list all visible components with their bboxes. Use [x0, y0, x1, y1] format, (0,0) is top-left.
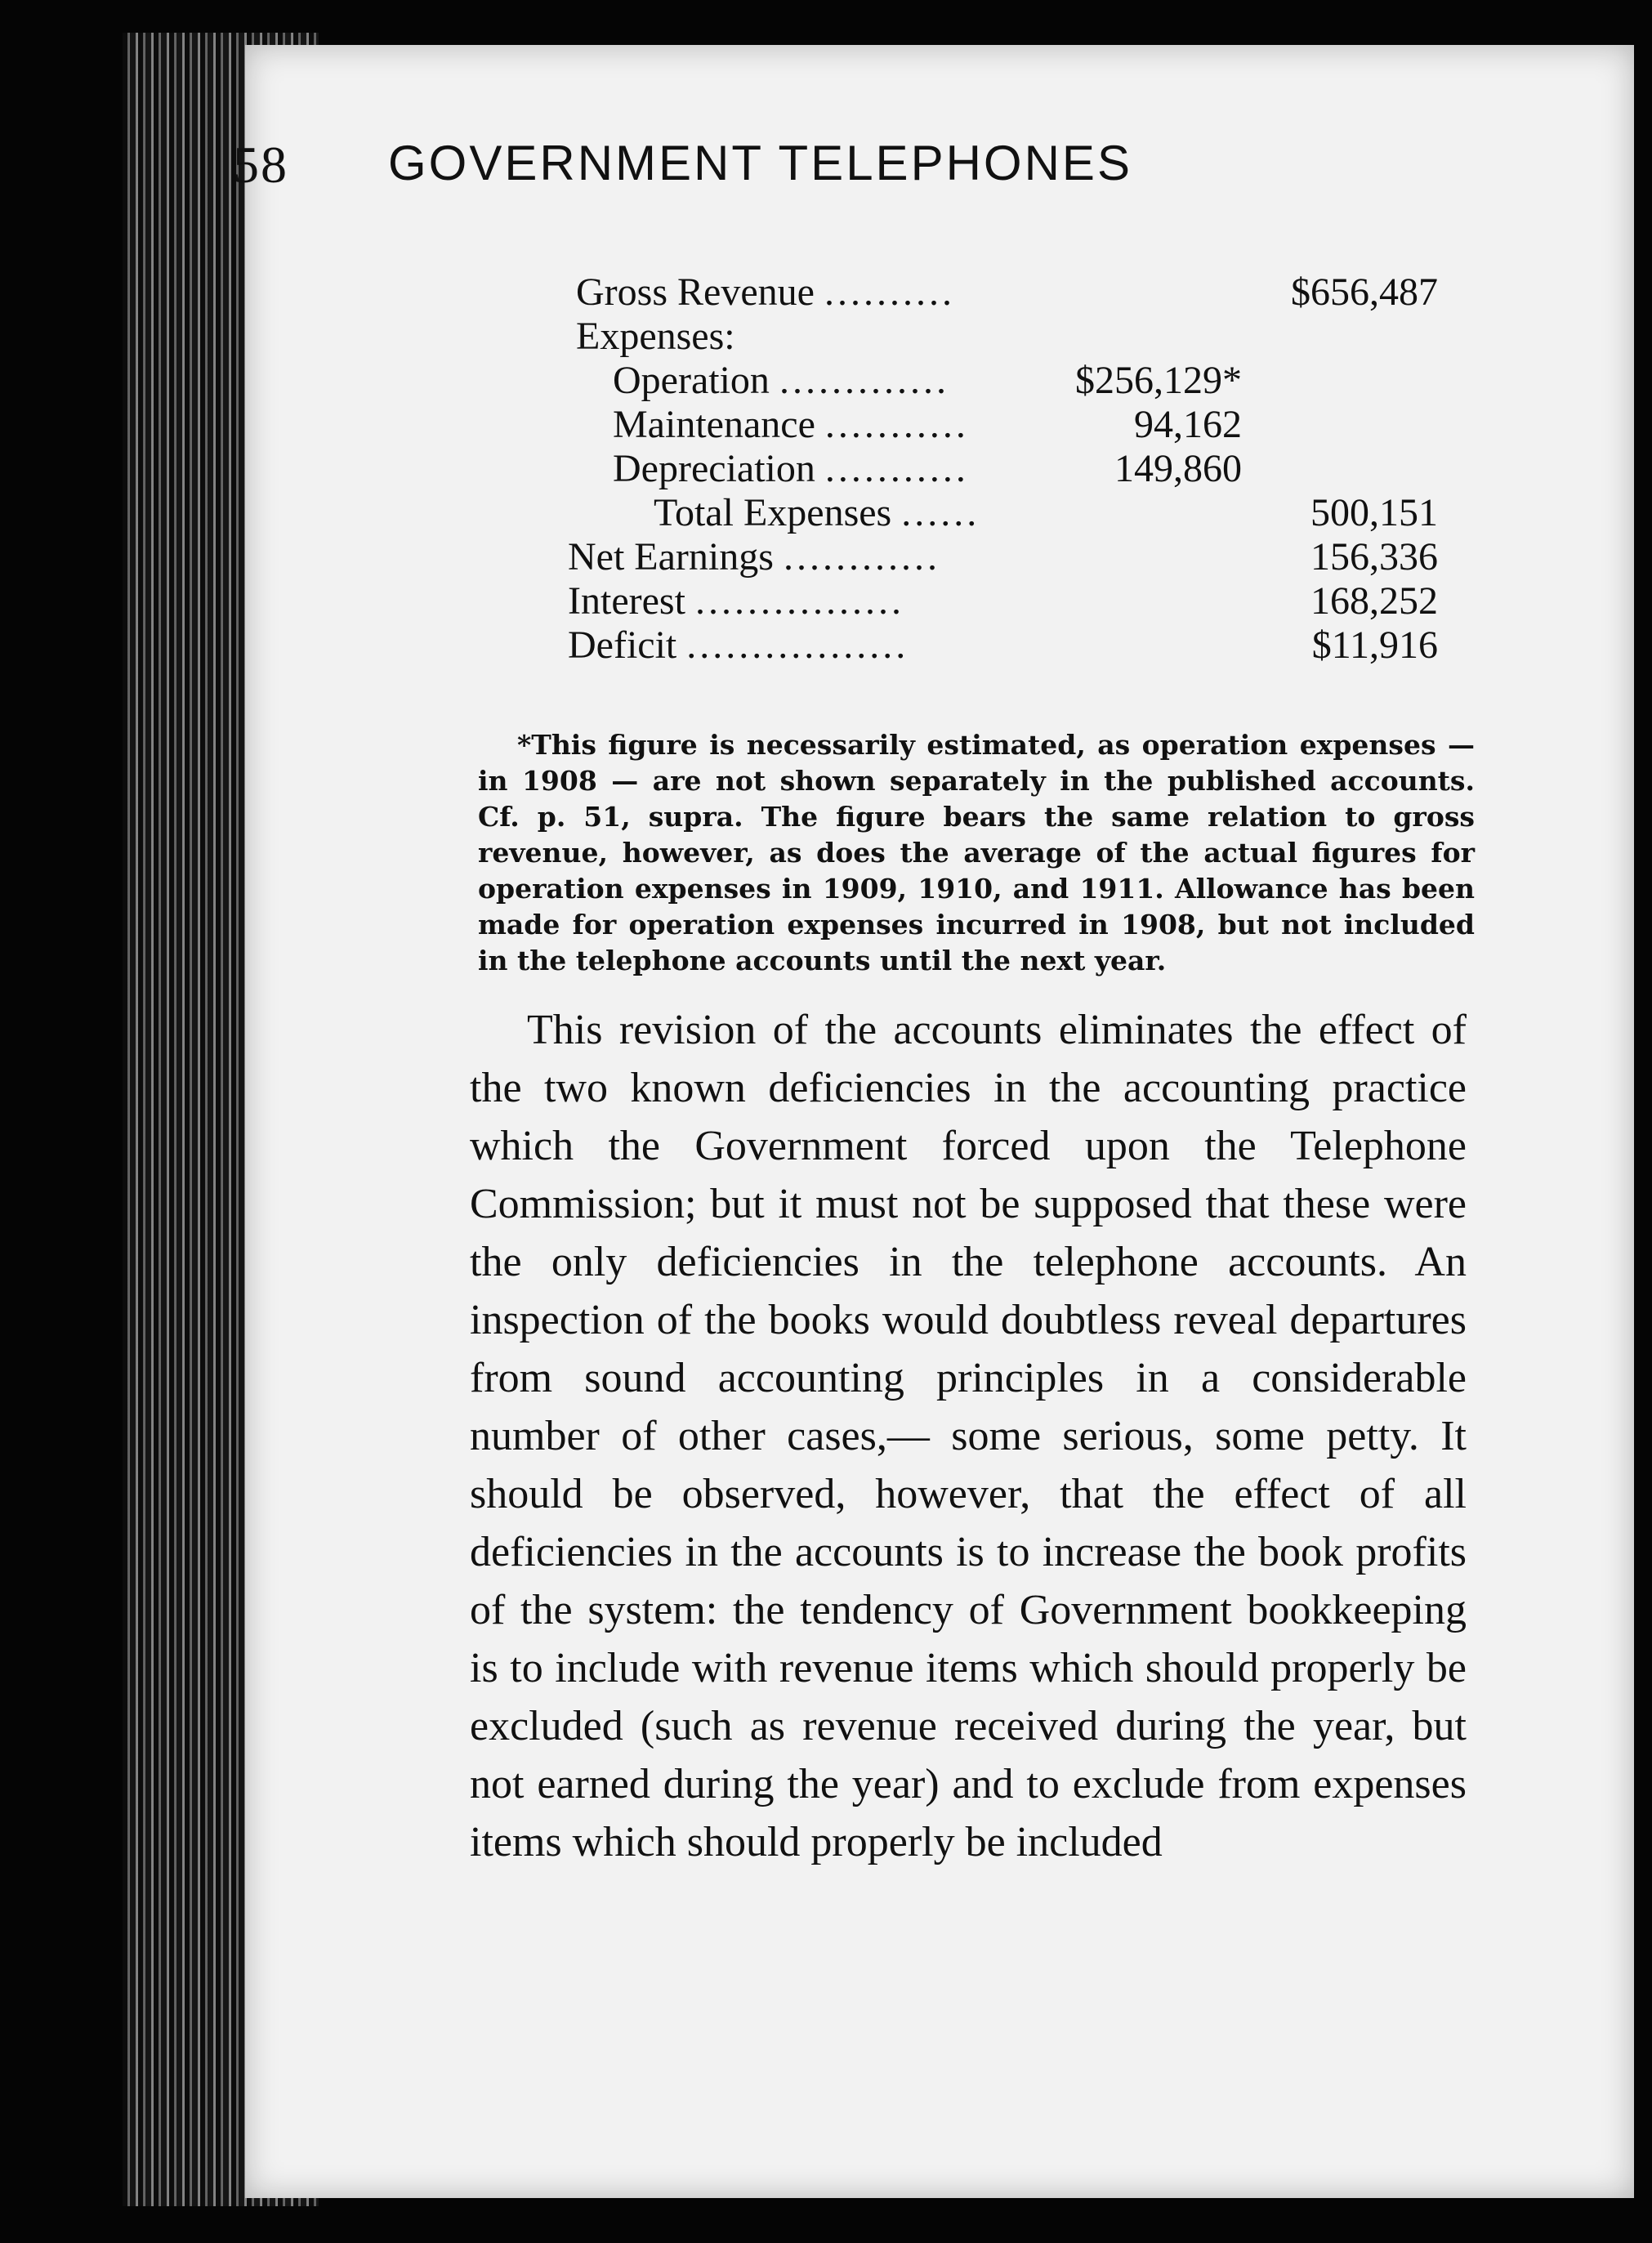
row-label: Deficit	[568, 623, 677, 667]
page-number: 58	[233, 136, 288, 194]
table-row	[319, 314, 1462, 358]
amount-total: 500,151	[1310, 491, 1438, 534]
leader-dots: ...........	[824, 403, 969, 446]
leader-dots: ................	[694, 579, 904, 623]
amount-total: $11,916	[1311, 623, 1438, 667]
table-row	[319, 534, 1462, 579]
body-paragraph: This revision of the accounts eliminates the effect of the two known deficiencies in the accounting practice which the Government forced upon the Telephone Commission; but it must not be supposed that these were the only deficiencies in the telephone accounts. An inspection of the books would doubtless reveal departures from sound accounting principles in a considerable number of other cases,— some serious, some petty. It should be observed, however, that the effect of all deficiencies in the accounts is to increase the book profits of the system: the tendency of Government bookkeeping is to include with revenue items which should properly be excluded (such as revenue received during the year, but not earned during the year) and to exclude from expenses items which should properly be included	[470, 1007, 1467, 1865]
table-row	[319, 358, 1462, 402]
row-label: Net Earnings	[568, 535, 774, 579]
row-label: Total Expenses	[654, 491, 892, 534]
page-header	[233, 135, 1377, 225]
table-row	[319, 446, 1462, 490]
row-label: Gross Revenue	[576, 270, 815, 314]
accounts-table	[319, 270, 1462, 667]
row-label: Interest	[568, 579, 685, 623]
body-text	[470, 1001, 1467, 1871]
table-row	[319, 490, 1462, 534]
table-row	[319, 623, 1462, 667]
leader-dots: .............	[779, 359, 949, 402]
leader-dots: ............	[783, 535, 940, 579]
amount-total: $656,487	[1291, 270, 1438, 314]
footnote	[478, 727, 1475, 979]
amount-total: 168,252	[1310, 579, 1438, 623]
leader-dots: .................	[686, 623, 909, 667]
leader-dots: ..........	[824, 270, 955, 314]
row-label: Maintenance	[613, 403, 815, 446]
row-label: Depreciation	[613, 447, 815, 490]
table-row	[319, 579, 1462, 623]
amount-detail: $256,129*	[1075, 359, 1242, 402]
leader-dots: ...........	[824, 447, 969, 490]
table-row	[319, 270, 1462, 314]
amount-total: 156,336	[1310, 535, 1438, 579]
footnote-text: *This figure is necessarily estimated, as operation expenses — in 1908 — are not shown separately in the published accounts. Cf. p. 51, supra. The figure bears the same relation to gross revenue, however, as does the average of the actual figures for operation expenses in 1909, 1910, and 1911. Allowance has been made for operation expenses incurred in 1908, but not included in the telephone accounts until the next year.	[478, 729, 1475, 976]
amount-detail: 94,162	[1134, 403, 1242, 446]
amount-detail: 149,860	[1114, 447, 1242, 490]
row-label: Expenses:	[576, 315, 735, 358]
running-title: GOVERNMENT TELEPHONES	[388, 136, 1132, 190]
leader-dots: ......	[901, 491, 980, 534]
table-row	[319, 402, 1462, 446]
row-label: Operation	[613, 359, 770, 402]
